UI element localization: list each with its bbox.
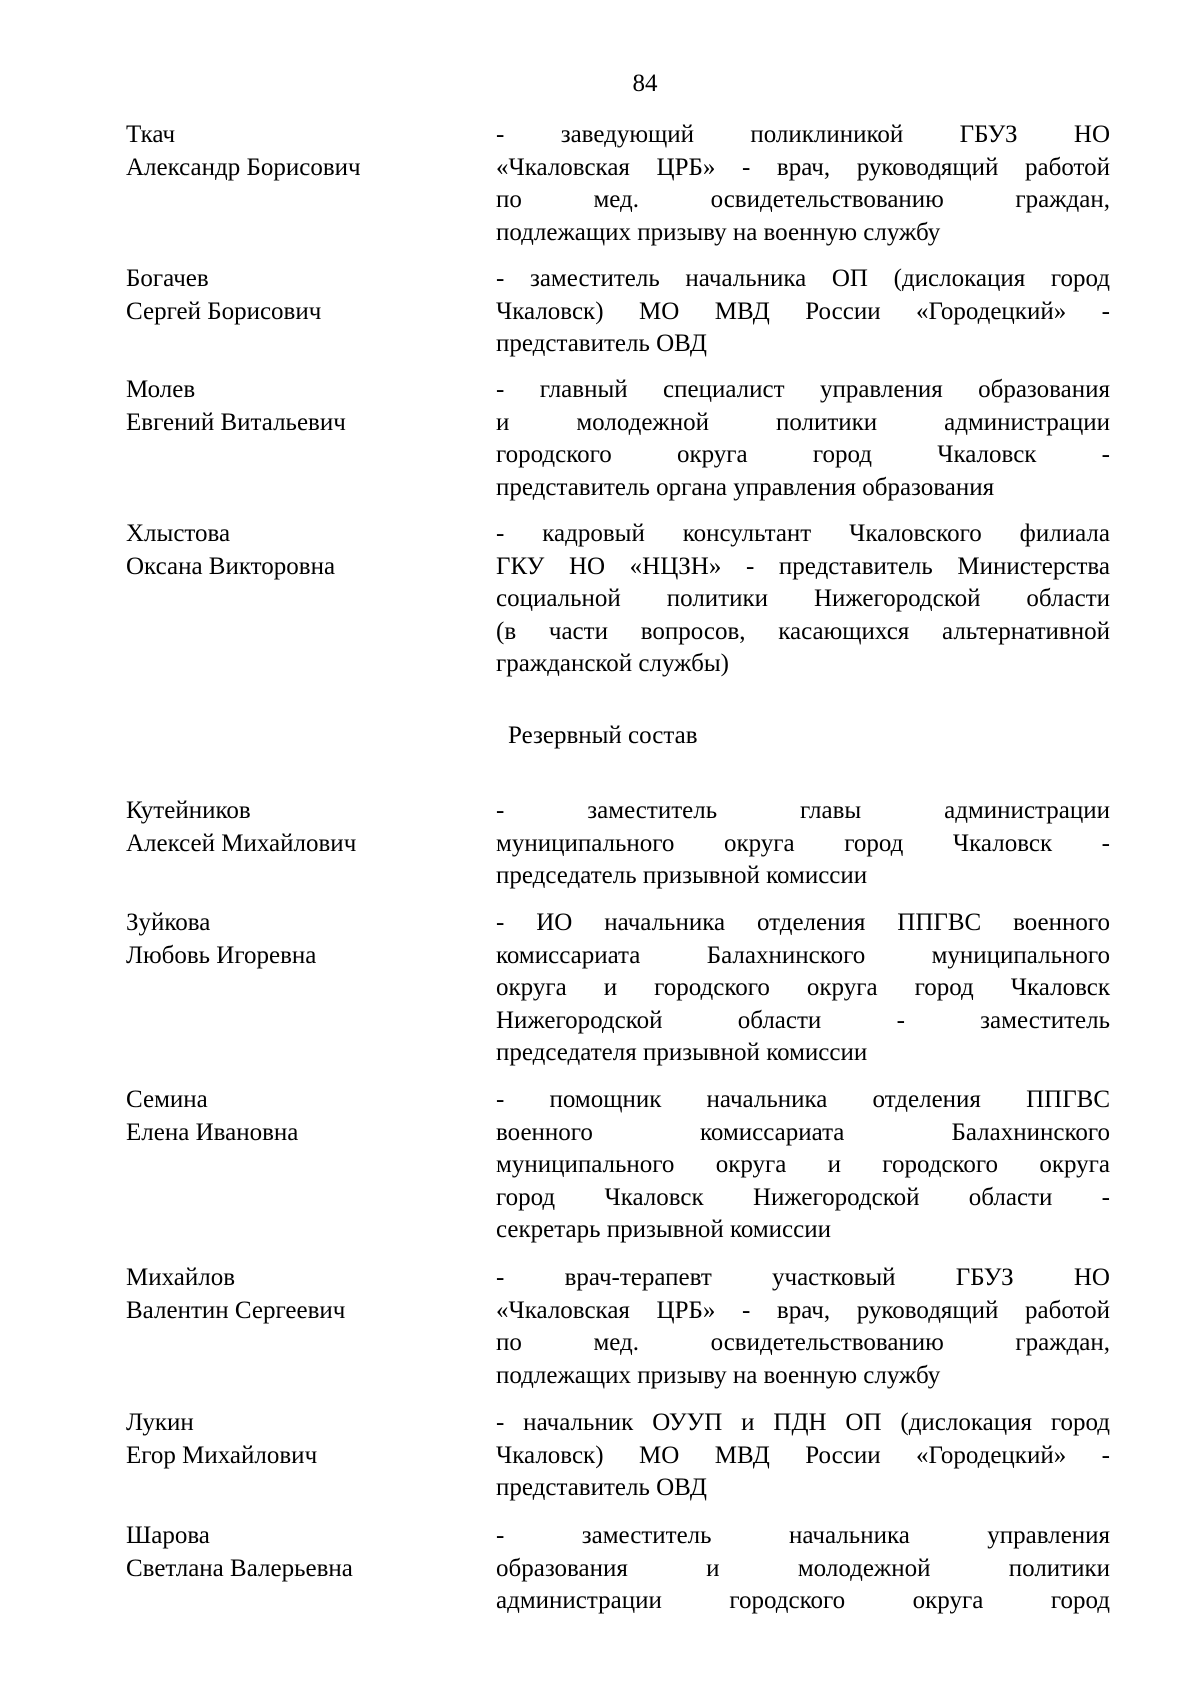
member-given-names: Евгений Витальевич <box>126 408 346 436</box>
role-line: город Чкаловск Нижегородской области - <box>496 1183 1110 1211</box>
role-line: и молодежной политики администрации <box>496 408 1110 436</box>
role-line: председателя призывной комиссии <box>496 1039 868 1066</box>
role-line: по мед. освидетельствованию граждан, <box>496 186 1110 213</box>
role-line: Нижегородской области - заместитель <box>496 1006 1110 1034</box>
reserve-section-heading: Резервный состав <box>508 722 698 749</box>
member-role <box>496 907 1110 1070</box>
member-given-names: Александр Борисович <box>126 153 361 181</box>
member-name <box>126 119 486 184</box>
member-role <box>496 795 1110 893</box>
member-role <box>496 1262 1110 1392</box>
role-line: - врач-терапевт участковый ГБУЗ НО <box>496 1264 1110 1291</box>
member-surname: Богачев <box>126 265 209 292</box>
role-line: - кадровый консультант Чкаловского филиала <box>496 520 1110 547</box>
member-surname: Шарова <box>126 1522 210 1549</box>
member-role <box>496 518 1110 681</box>
role-line: ГКУ НО «НЦЗН» - представитель Министерства <box>496 552 1110 580</box>
role-line: гражданской службы) <box>496 650 729 677</box>
member-role <box>496 119 1110 249</box>
member-surname: Молев <box>126 376 196 403</box>
role-line: образования и молодежной политики <box>496 1554 1110 1582</box>
role-line: - заместитель главы администрации <box>496 797 1110 824</box>
role-line: комиссариата Балахнинского муниципального <box>496 941 1110 969</box>
role-line: социальной политики Нижегородской области <box>496 585 1110 612</box>
role-line: - заместитель начальника управления <box>496 1522 1110 1549</box>
member-name <box>126 263 486 328</box>
role-line: - помощник начальника отделения ППГВС <box>496 1086 1110 1113</box>
member-name <box>126 1084 486 1149</box>
member-surname: Михайлов <box>126 1264 236 1291</box>
member-given-names: Алексей Михайлович <box>126 829 357 857</box>
role-line: администрации городского округа город <box>496 1587 1110 1614</box>
member-given-names: Елена Ивановна <box>126 1118 299 1146</box>
role-line: подлежащих призыву на военную службу <box>496 218 941 246</box>
member-surname: Зуйкова <box>126 909 211 936</box>
member-surname: Семина <box>126 1086 208 1113</box>
member-given-names: Валентин Сергеевич <box>126 1296 346 1324</box>
role-line: по мед. освидетельствованию граждан, <box>496 1329 1110 1356</box>
member-name <box>126 907 486 972</box>
role-line: Чкаловск) МО МВД России «Городецкий» - <box>496 297 1110 325</box>
page-number: 84 <box>632 70 658 97</box>
member-role <box>496 1520 1110 1618</box>
member-name <box>126 1520 486 1585</box>
member-name <box>126 1407 486 1472</box>
member-given-names: Сергей Борисович <box>126 297 322 325</box>
role-line: - главный специалист управления образования <box>496 376 1110 403</box>
member-name <box>126 1262 486 1327</box>
role-line: представитель органа управления образования <box>496 473 995 501</box>
role-line: секретарь призывной комиссии <box>496 1216 832 1243</box>
member-name <box>126 795 486 860</box>
role-line: - ИО начальника отделения ППГВС военного <box>496 909 1110 936</box>
member-given-names: Любовь Игоревна <box>126 941 317 969</box>
member-given-names: Оксана Викторовна <box>126 552 336 580</box>
role-line: «Чкаловская ЦРБ» - врач, руководящий работой <box>496 153 1110 181</box>
member-given-names: Светлана Валерьевна <box>126 1554 353 1582</box>
role-line: - начальник ОУУП и ПДН ОП (дислокация город <box>496 1409 1110 1436</box>
role-line: подлежащих призыву на военную службу <box>496 1361 941 1389</box>
role-line: городского округа город Чкаловск - <box>496 441 1110 468</box>
role-line: - заведующий поликлиникой ГБУЗ НО <box>496 121 1110 148</box>
role-line: представитель ОВД <box>496 1474 707 1501</box>
member-name <box>126 374 486 439</box>
member-role <box>496 1407 1110 1505</box>
member-surname: Лукин <box>126 1409 194 1436</box>
role-line: - заместитель начальника ОП (дислокация город <box>496 265 1110 292</box>
role-line: «Чкаловская ЦРБ» - врач, руководящий работой <box>496 1296 1110 1324</box>
member-name <box>126 518 486 583</box>
member-given-names: Егор Михайлович <box>126 1441 318 1469</box>
role-line: (в части вопросов, касающихся альтернативной <box>496 617 1110 645</box>
role-line: Чкаловск) МО МВД России «Городецкий» - <box>496 1441 1110 1469</box>
member-role <box>496 374 1110 504</box>
role-line: муниципального округа и городского округа <box>496 1151 1110 1178</box>
member-role <box>496 263 1110 361</box>
member-surname: Хлыстова <box>126 520 231 547</box>
role-line: муниципального округа город Чкаловск - <box>496 829 1110 857</box>
role-line: председатель призывной комиссии <box>496 862 868 889</box>
role-line: округа и городского округа город Чкаловск <box>496 974 1110 1001</box>
role-line: представитель ОВД <box>496 330 707 357</box>
member-surname: Кутейников <box>126 797 251 824</box>
member-surname: Ткач <box>126 121 176 148</box>
role-line: военного комиссариата Балахнинского <box>496 1118 1110 1146</box>
member-role <box>496 1084 1110 1247</box>
